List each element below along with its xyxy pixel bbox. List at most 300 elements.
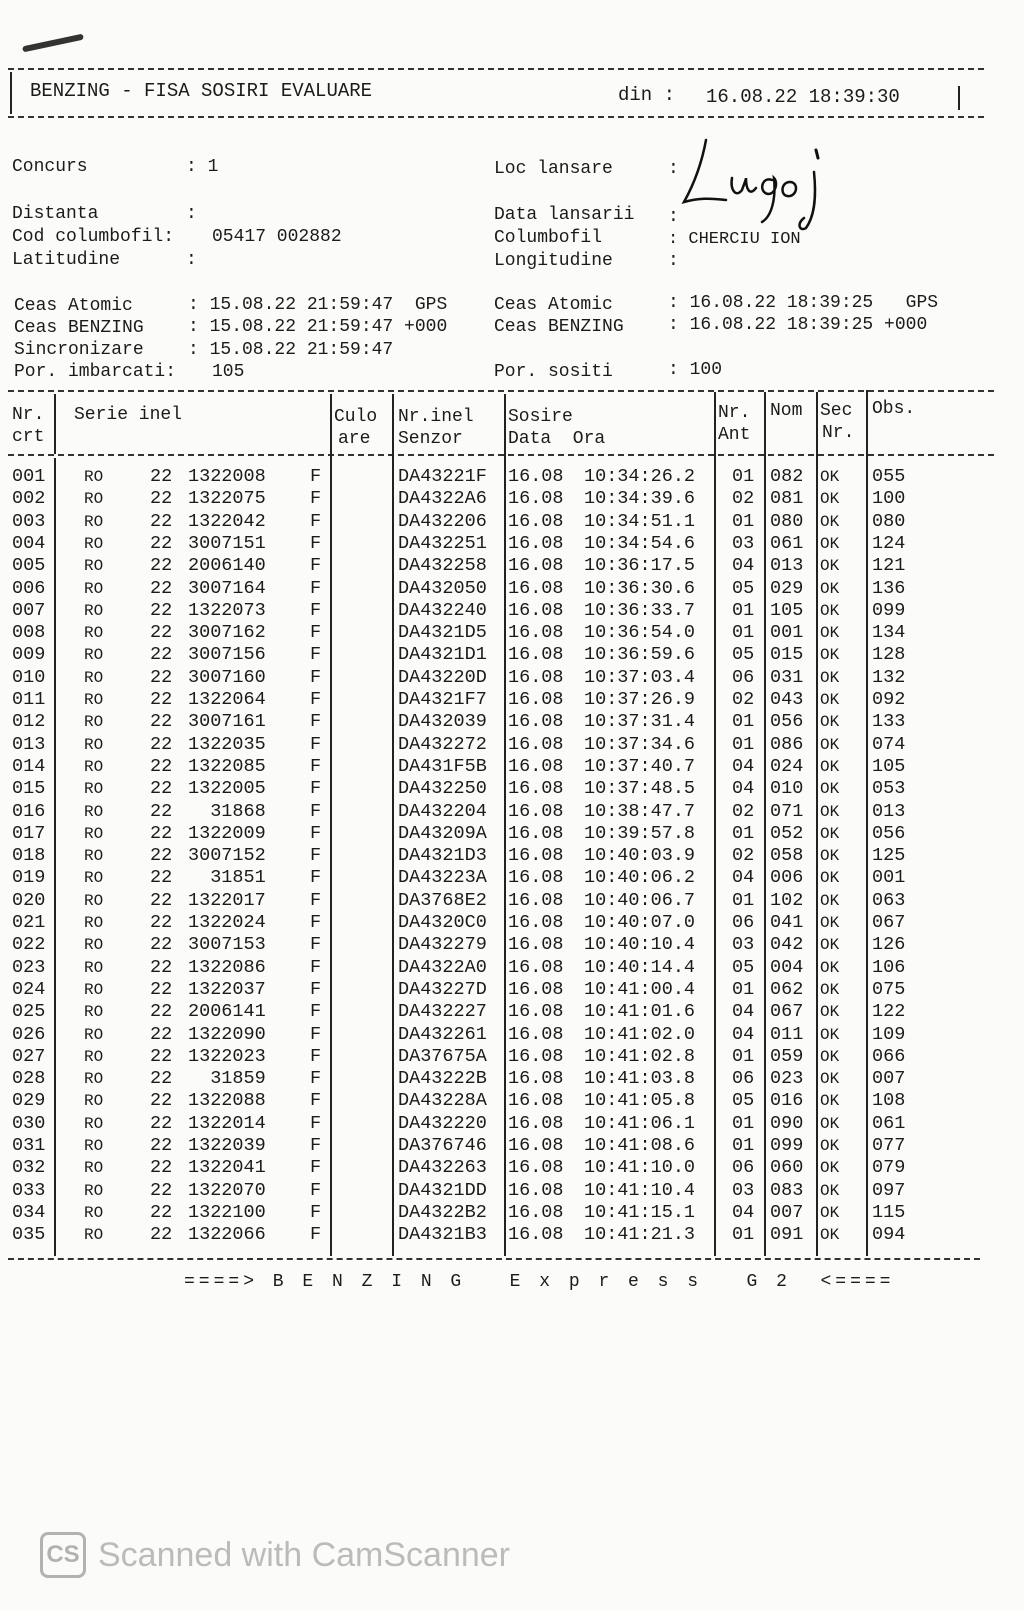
cell-nom: 056 (770, 711, 804, 733)
cell-senzor: DA4321D5 (398, 622, 487, 644)
cell-nr: 007 (12, 599, 46, 621)
cell-sex: F (310, 733, 322, 755)
cell-obs: 125 (872, 845, 906, 867)
cell-sec: OK (820, 1114, 840, 1133)
loc-label: Loc lansare (494, 159, 613, 179)
cell-tara: RO (84, 1181, 104, 1200)
cell-tara: RO (84, 914, 104, 932)
cell-nom: 029 (770, 577, 804, 599)
col-nr-line2: crt (12, 427, 45, 447)
cell-ora: 10:36:33.7 (584, 599, 696, 621)
cell-nr: 019 (12, 867, 46, 889)
cell-ora: 10:41:10.4 (584, 1179, 696, 1201)
cell-sex: F (310, 644, 322, 666)
cell-nr: 008 (12, 622, 46, 644)
cell-sex: F (310, 1135, 322, 1156)
cell-nr: 003 (12, 510, 46, 532)
cell-sec: OK (820, 1226, 840, 1245)
cell-tara: RO (84, 980, 104, 999)
camscanner-watermark (40, 1530, 530, 1580)
cell-inel: 1322090 (188, 1023, 266, 1045)
cell-nom: 024 (770, 755, 804, 777)
cell-nom: 041 (770, 912, 804, 933)
cell-obs: 115 (872, 1201, 906, 1223)
cell-senzor: DA432258 (398, 555, 487, 577)
cell-obs: 074 (872, 733, 906, 755)
cell-ant: 04 (732, 555, 755, 577)
cell-obs: 080 (872, 510, 906, 532)
cell-obs: 007 (872, 1068, 906, 1090)
table-row (0, 801, 1024, 823)
cell-ant: 04 (732, 1023, 755, 1045)
cell-sex: F (310, 532, 322, 554)
cell-inel: 1322086 (188, 956, 266, 978)
cell-ora: 10:36:59.6 (584, 644, 696, 666)
cell-inel: 1322088 (188, 1090, 266, 1112)
cell-an: 22 (150, 666, 173, 688)
cell-tara: RO (84, 646, 104, 665)
cell-sec: OK (820, 869, 840, 888)
cell-inel: 1322064 (188, 689, 266, 710)
cell-sex: F (310, 800, 322, 822)
cell-an: 22 (150, 912, 173, 933)
cell-nr: 027 (12, 1045, 46, 1067)
distanta-label: Distanta (12, 204, 99, 224)
cell-data: 16.08 (508, 711, 564, 733)
table-row (0, 756, 1024, 778)
cell-sec: OK (820, 1003, 840, 1022)
cell-nr: 006 (12, 577, 46, 599)
cell-data: 16.08 (508, 978, 564, 1000)
cell-data: 16.08 (508, 466, 564, 487)
cell-sec: OK (820, 980, 840, 999)
header-top-rule (8, 68, 984, 70)
cell-sex: F (310, 1068, 322, 1090)
cell-nr: 023 (12, 956, 46, 978)
table-row (0, 823, 1024, 845)
cell-ora: 10:40:07.0 (584, 912, 696, 933)
cell-data: 16.08 (508, 488, 564, 510)
cell-nom: 011 (770, 1023, 804, 1045)
cell-data: 16.08 (508, 510, 564, 532)
cell-an: 22 (150, 622, 173, 644)
table-row (0, 979, 1024, 1001)
col-culoare-line2: are (338, 429, 371, 449)
cell-senzor: DA4321F7 (398, 689, 487, 710)
table-row (0, 1113, 1024, 1135)
cell-nr: 028 (12, 1068, 46, 1090)
table-row (0, 1202, 1024, 1224)
cell-inel: 31868 (188, 800, 266, 822)
cell-ora: 10:40:06.7 (584, 889, 696, 911)
cell-nom: 059 (770, 1045, 804, 1067)
cell-inel: 3007153 (188, 934, 266, 956)
cell-tara: RO (84, 1092, 104, 1111)
cell-ant: 01 (732, 711, 755, 733)
cell-senzor: DA432220 (398, 1112, 487, 1134)
cell-sec: OK (820, 780, 840, 799)
cell-nr: 020 (12, 889, 46, 911)
camscanner-text: Scanned with CamScanner (98, 1535, 511, 1574)
cell-sex: F (310, 956, 322, 978)
cell-ora: 10:36:54.0 (584, 622, 696, 644)
cell-nom: 004 (770, 956, 804, 978)
cell-nr: 030 (12, 1112, 46, 1134)
date-value: 16.08.22 18:39:30 (706, 86, 900, 108)
data-lansarii-value: : (668, 207, 679, 227)
table-row (0, 890, 1024, 912)
cell-ant: 05 (732, 644, 755, 666)
cell-inel: 3007151 (188, 532, 266, 554)
cell-inel: 2006140 (188, 555, 266, 577)
cell-inel: 31859 (188, 1068, 266, 1090)
cell-an: 22 (150, 978, 173, 1000)
cell-nr: 025 (12, 1001, 46, 1023)
cell-data: 16.08 (508, 1201, 564, 1223)
cell-an: 22 (150, 1157, 173, 1179)
cell-nr: 018 (12, 845, 46, 867)
cell-inel: 1322042 (188, 510, 266, 532)
imbarcati-label: Por. imbarcati: (14, 362, 177, 382)
ceas-benzing-left-label: Ceas BENZING (14, 318, 144, 338)
cell-inel: 1322066 (188, 1224, 266, 1246)
cell-tara: RO (84, 958, 104, 977)
cell-tara: RO (84, 1203, 104, 1222)
cell-senzor: DA4322A0 (398, 956, 487, 978)
cell-obs: 094 (872, 1224, 906, 1246)
cell-an: 22 (150, 577, 173, 599)
cell-nr: 002 (12, 488, 46, 510)
cell-nom: 099 (770, 1135, 804, 1156)
cell-nom: 080 (770, 510, 804, 532)
cell-sec: OK (820, 624, 840, 643)
cell-senzor: DA432240 (398, 599, 487, 621)
cell-sex: F (310, 889, 322, 911)
table-row (0, 1046, 1024, 1068)
col-nr-line1: Nr. (12, 405, 45, 425)
cell-ora: 10:37:48.5 (584, 778, 696, 800)
cell-ora: 10:36:30.6 (584, 577, 696, 599)
cell-nom: 010 (770, 778, 804, 800)
cell-obs: 067 (872, 912, 906, 933)
cell-sec: OK (820, 668, 840, 687)
cell-an: 22 (150, 599, 173, 621)
cell-tara: RO (84, 869, 104, 888)
cell-tara: RO (84, 1003, 104, 1022)
table-row (0, 466, 1024, 488)
header-right-border (958, 86, 960, 110)
cell-senzor: DA43228A (398, 1090, 487, 1112)
cell-tara: RO (84, 891, 104, 910)
cell-inel: 1322017 (188, 889, 266, 911)
cell-senzor: DA432204 (398, 800, 487, 822)
cell-data: 16.08 (508, 755, 564, 777)
cell-data: 16.08 (508, 889, 564, 911)
cell-obs: 077 (872, 1135, 906, 1156)
cell-sex: F (310, 466, 322, 487)
table-row (0, 957, 1024, 979)
cell-inel: 1322009 (188, 822, 266, 844)
cell-data: 16.08 (508, 733, 564, 755)
cell-obs: 053 (872, 778, 906, 800)
cell-inel: 1322070 (188, 1179, 266, 1201)
cell-tara: RO (84, 735, 104, 754)
cell-obs: 075 (872, 978, 906, 1000)
cell-ant: 01 (732, 889, 755, 911)
loc-colon: : (668, 159, 679, 179)
cell-obs: 124 (872, 532, 906, 554)
table-row (0, 711, 1024, 733)
cell-an: 22 (150, 466, 173, 487)
longitudine-value: : (668, 251, 679, 271)
imbarcati-value: 105 (212, 362, 245, 382)
cell-sec: OK (820, 468, 840, 486)
cell-an: 22 (150, 1201, 173, 1223)
cell-data: 16.08 (508, 934, 564, 956)
cell-obs: 001 (872, 867, 906, 889)
cell-inel: 3007164 (188, 577, 266, 599)
cell-tara: RO (84, 824, 104, 843)
cell-nr: 011 (12, 689, 46, 710)
cell-obs: 122 (872, 1001, 906, 1023)
header-left-border (10, 72, 12, 114)
cell-senzor: DA432050 (398, 577, 487, 599)
cell-sec: OK (820, 1181, 840, 1200)
cell-ora: 10:34:51.1 (584, 510, 696, 532)
cell-obs: 132 (872, 666, 906, 688)
cell-inel: 1322039 (188, 1135, 266, 1156)
cell-nr: 029 (12, 1090, 46, 1112)
cell-inel: 1322075 (188, 488, 266, 510)
cell-nom: 001 (770, 622, 804, 644)
col-inel-line1: Nr.inel (398, 407, 474, 427)
cell-an: 22 (150, 1001, 173, 1023)
cell-senzor: DA432251 (398, 532, 487, 554)
cell-data: 16.08 (508, 532, 564, 554)
camscanner-logo-icon: CS (40, 1532, 86, 1578)
cell-ora: 10:41:15.1 (584, 1201, 696, 1223)
cell-ora: 10:41:02.0 (584, 1023, 696, 1045)
cell-sex: F (310, 689, 322, 710)
cell-ant: 03 (732, 1179, 755, 1201)
sositi-value: : 100 (668, 360, 723, 380)
ceas-atomic-left-value: : 15.08.22 21:59:47 GPS (188, 295, 448, 315)
table-bottom-rule (8, 1258, 980, 1260)
cell-tara: RO (84, 847, 104, 866)
cell-inel: 31851 (188, 867, 266, 889)
cell-senzor: DA43209A (398, 822, 487, 844)
table-row (0, 845, 1024, 867)
cell-ant: 05 (732, 956, 755, 978)
cell-sex: F (310, 1001, 322, 1023)
cell-nom: 091 (770, 1224, 804, 1246)
cell-sec: OK (820, 936, 840, 955)
cell-data: 16.08 (508, 1001, 564, 1023)
cell-nom: 071 (770, 800, 804, 822)
cell-obs: 066 (872, 1045, 906, 1067)
pen-mark (22, 34, 84, 53)
cell-tara: RO (84, 601, 104, 620)
cell-obs: 063 (872, 889, 906, 911)
table-top-rule (8, 390, 994, 392)
cell-sec: OK (820, 534, 840, 553)
table-row (0, 1224, 1024, 1246)
cell-data: 16.08 (508, 577, 564, 599)
cell-tara: RO (84, 1114, 104, 1133)
cell-data: 16.08 (508, 822, 564, 844)
cell-nr: 026 (12, 1023, 46, 1045)
latitudine-label: Latitudine (12, 250, 121, 270)
cell-senzor: DA432039 (398, 711, 487, 733)
table-row (0, 667, 1024, 689)
cell-data: 16.08 (508, 1112, 564, 1134)
cell-ant: 06 (732, 666, 755, 688)
cell-sex: F (310, 555, 322, 577)
cell-data: 16.08 (508, 1224, 564, 1246)
cell-nom: 042 (770, 934, 804, 956)
cell-an: 22 (150, 822, 173, 844)
ceas-benzing-right-label: Ceas BENZING (494, 317, 624, 337)
cell-inel: 1322085 (188, 755, 266, 777)
cell-sex: F (310, 778, 322, 800)
cell-senzor: DA43220D (398, 666, 487, 688)
table-row (0, 488, 1024, 510)
cell-ora: 10:40:03.9 (584, 845, 696, 867)
cell-nom: 082 (770, 466, 804, 487)
cell-nom: 015 (770, 644, 804, 666)
cell-senzor: DA4320C0 (398, 912, 487, 933)
cell-inel: 1322023 (188, 1045, 266, 1067)
cell-tara: RO (84, 1047, 104, 1066)
cell-ora: 10:37:31.4 (584, 711, 696, 733)
cell-an: 22 (150, 845, 173, 867)
cell-an: 22 (150, 1045, 173, 1067)
table-row (0, 1090, 1024, 1112)
cell-ant: 01 (732, 599, 755, 621)
col-obs: Obs. (872, 399, 916, 419)
cell-obs: 061 (872, 1112, 906, 1134)
cell-tara: RO (84, 512, 104, 531)
cell-an: 22 (150, 1112, 173, 1134)
cell-ant: 03 (732, 532, 755, 554)
cell-senzor: DA432261 (398, 1023, 487, 1045)
cell-nom: 052 (770, 822, 804, 844)
cell-senzor: DA432263 (398, 1157, 487, 1179)
table-row (0, 644, 1024, 666)
cell-sec: OK (820, 735, 840, 754)
cell-obs: 109 (872, 1023, 906, 1045)
cell-ant: 02 (732, 488, 755, 510)
cell-tara: RO (84, 1070, 104, 1089)
cell-sec: OK (820, 847, 840, 866)
cell-inel: 1322073 (188, 599, 266, 621)
cell-nr: 012 (12, 711, 46, 733)
cell-tara: RO (84, 557, 104, 576)
cell-sex: F (310, 1090, 322, 1112)
col-ant-line1: Nr. (718, 403, 751, 423)
col-nom: Nom (770, 401, 803, 421)
cell-tara: RO (84, 936, 104, 955)
table-row (0, 778, 1024, 800)
col-culoare-line1: Culo (334, 407, 378, 427)
table-row (0, 934, 1024, 956)
cell-data: 16.08 (508, 956, 564, 978)
cell-ant: 06 (732, 912, 755, 933)
cell-ora: 10:41:03.8 (584, 1068, 696, 1090)
cell-inel: 3007162 (188, 622, 266, 644)
cell-ant: 02 (732, 689, 755, 710)
cell-nr: 031 (12, 1135, 46, 1156)
cell-senzor: DA4322B2 (398, 1201, 487, 1223)
cell-sex: F (310, 755, 322, 777)
cell-inel: 1322041 (188, 1157, 266, 1179)
cell-sec: OK (820, 757, 840, 776)
cell-an: 22 (150, 689, 173, 710)
cell-ant: 01 (732, 466, 755, 487)
cell-nom: 090 (770, 1112, 804, 1134)
concurs-label: Concurs (12, 157, 88, 177)
cell-ant: 04 (732, 778, 755, 800)
cell-sex: F (310, 978, 322, 1000)
cell-sex: F (310, 488, 322, 510)
cell-sex: F (310, 711, 322, 733)
cell-tara: RO (84, 1137, 104, 1155)
cell-ora: 10:41:01.6 (584, 1001, 696, 1023)
header-bottom-rule (8, 116, 984, 118)
cell-nr: 013 (12, 733, 46, 755)
table-row (0, 1068, 1024, 1090)
cell-sec: OK (820, 713, 840, 732)
cell-ora: 10:40:14.4 (584, 956, 696, 978)
cell-ant: 05 (732, 1090, 755, 1112)
cell-sec: OK (820, 824, 840, 843)
cell-inel: 3007152 (188, 845, 266, 867)
table-row (0, 1135, 1024, 1157)
cell-data: 16.08 (508, 845, 564, 867)
cell-an: 22 (150, 1135, 173, 1156)
cell-nom: 013 (770, 555, 804, 577)
cell-sec: OK (820, 601, 840, 620)
table-row (0, 555, 1024, 577)
cell-ant: 04 (732, 867, 755, 889)
cell-obs: 128 (872, 644, 906, 666)
cell-senzor: DA376746 (398, 1135, 487, 1156)
cell-inel: 1322005 (188, 778, 266, 800)
cell-nom: 061 (770, 532, 804, 554)
cell-nom: 060 (770, 1157, 804, 1179)
cell-obs: 097 (872, 1179, 906, 1201)
cell-tara: RO (84, 780, 104, 799)
sositi-label: Por. sositi (494, 362, 613, 382)
cell-tara: RO (84, 713, 104, 732)
cell-senzor: DA4321DD (398, 1179, 487, 1201)
cell-tara: RO (84, 802, 104, 821)
cell-an: 22 (150, 867, 173, 889)
cell-ant: 01 (732, 978, 755, 1000)
cell-senzor: DA432206 (398, 510, 487, 532)
cell-ora: 10:41:05.8 (584, 1090, 696, 1112)
cell-tara: RO (84, 579, 104, 598)
cell-tara: RO (84, 468, 104, 486)
table-row (0, 578, 1024, 600)
cell-data: 16.08 (508, 689, 564, 710)
cell-an: 22 (150, 644, 173, 666)
cell-nom: 081 (770, 488, 804, 510)
cell-tara: RO (84, 757, 104, 776)
cell-ant: 04 (732, 755, 755, 777)
cell-senzor: DA43227D (398, 978, 487, 1000)
cell-nom: 023 (770, 1068, 804, 1090)
